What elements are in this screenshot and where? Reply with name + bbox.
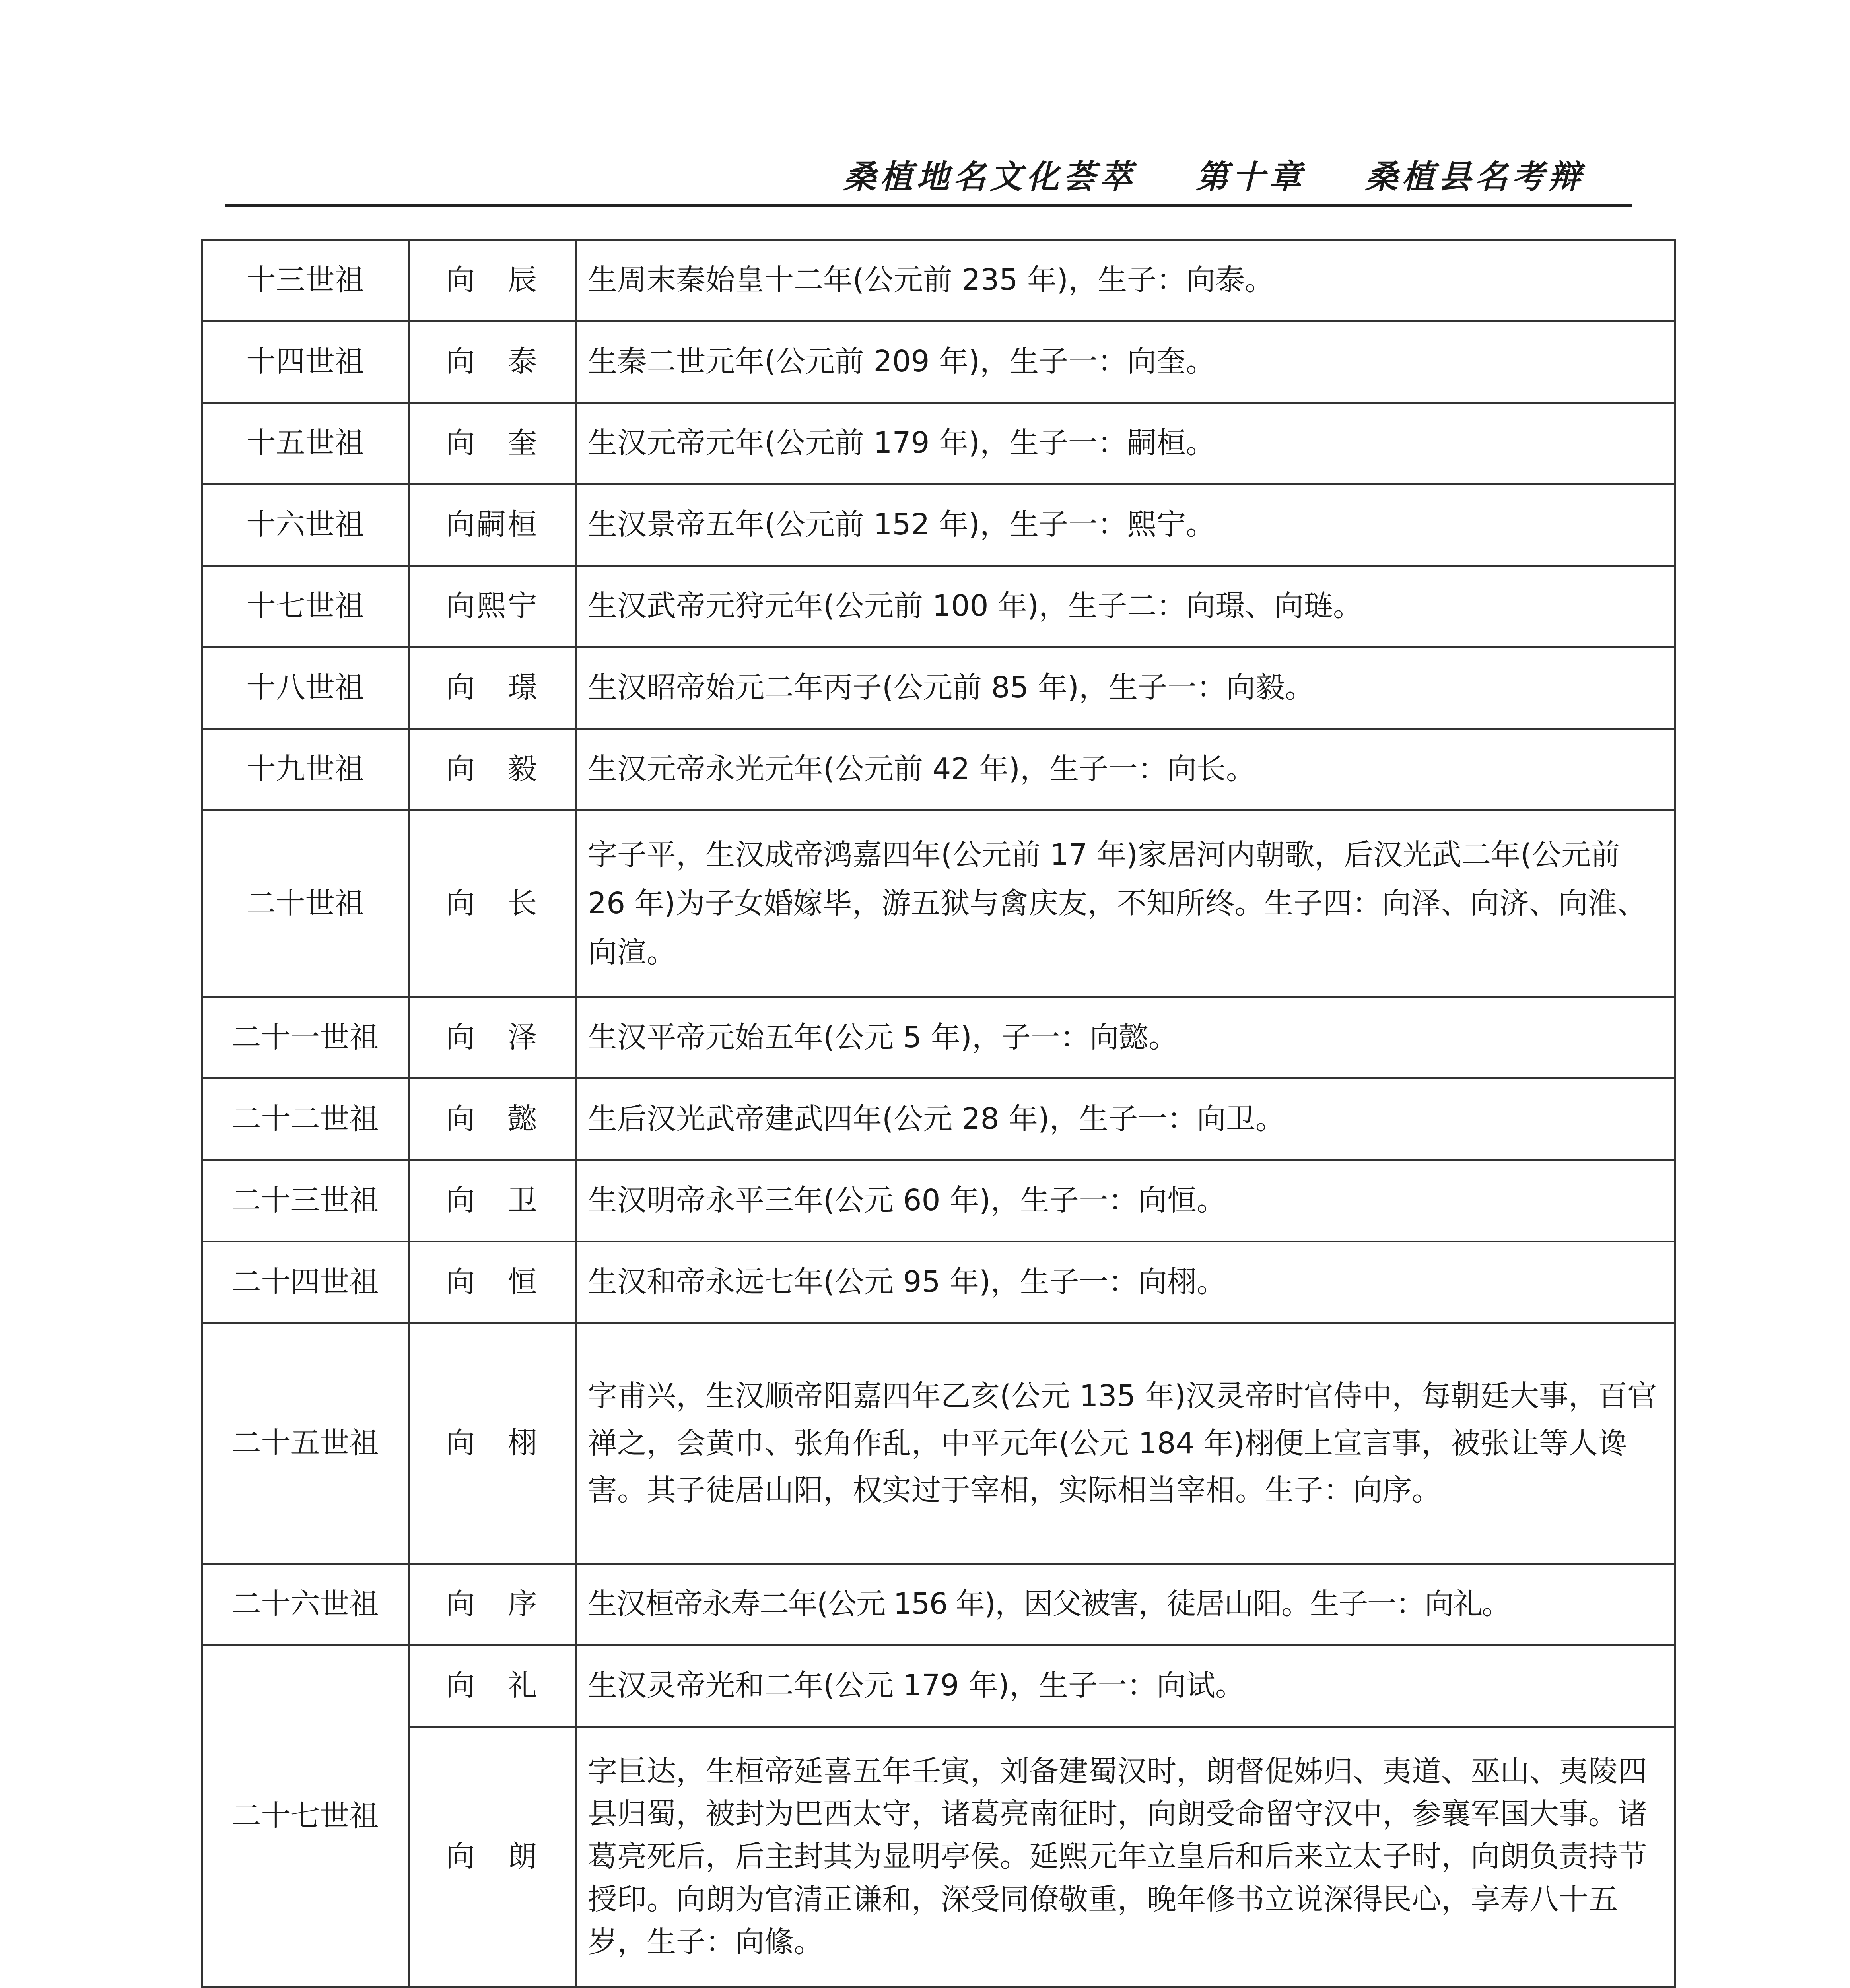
table-row <box>202 321 1675 403</box>
generation-cell: 十三世祖 <box>202 240 409 321</box>
generation-cell: 二十一世祖 <box>202 997 409 1079</box>
ancestor-description: 生汉元帝元年(公元前 179 年)，生子一：嗣桓。 <box>576 403 1675 484</box>
ancestor-name: 向 卫 <box>409 1160 576 1242</box>
generation-cell: 十七世祖 <box>202 566 409 647</box>
ancestor-description: 生汉武帝元狩元年(公元前 100 年)，生子二：向璟、向琏。 <box>576 566 1675 647</box>
ancestor-name: 向 恒 <box>409 1242 576 1323</box>
header-rule <box>225 204 1632 207</box>
genealogy-table <box>201 239 1676 1988</box>
table-row <box>202 1323 1675 1564</box>
table-row <box>202 1242 1675 1323</box>
ancestor-description: 生后汉光武帝建武四年(公元 28 年)，生子一：向卫。 <box>576 1079 1675 1160</box>
ancestor-name: 向 璟 <box>409 647 576 729</box>
generation-cell: 二十四世祖 <box>202 1242 409 1323</box>
generation-cell: 二十六世祖 <box>202 1564 409 1645</box>
generation-cell: 二十世祖 <box>202 810 409 997</box>
ancestor-description: 生秦二世元年(公元前 209 年)，生子一：向奎。 <box>576 321 1675 403</box>
ancestor-name: 向 序 <box>409 1564 576 1645</box>
ancestor-name: 向熙宁 <box>409 566 576 647</box>
ancestor-description: 生汉和帝永远七年(公元 95 年)，生子一：向栩。 <box>576 1242 1675 1323</box>
table-row <box>202 1727 1675 1987</box>
generation-cell: 十四世祖 <box>202 321 409 403</box>
table-row <box>202 240 1675 321</box>
generation-cell: 十九世祖 <box>202 729 409 810</box>
running-head <box>784 151 1585 198</box>
ancestor-name: 向 懿 <box>409 1079 576 1160</box>
ancestor-name: 向 辰 <box>409 240 576 321</box>
table-row <box>202 729 1675 810</box>
ancestor-name: 向 朗 <box>409 1727 576 1987</box>
ancestor-name: 向 礼 <box>409 1645 576 1727</box>
table-row <box>202 403 1675 484</box>
ancestor-name: 向 泰 <box>409 321 576 403</box>
book-title: 桑植地名文化荟萃 <box>843 158 1136 196</box>
table-row <box>202 1079 1675 1160</box>
ancestor-description: 生汉景帝五年(公元前 152 年)，生子一：熙宁。 <box>576 484 1675 566</box>
table-row <box>202 1645 1675 1727</box>
ancestor-description: 生汉昭帝始元二年丙子(公元前 85 年)，生子一：向毅。 <box>576 647 1675 729</box>
ancestor-name: 向 泽 <box>409 997 576 1079</box>
ancestor-description: 字巨达，生桓帝延喜五年壬寅，刘备建蜀汉时，朗督促姊归、夷道、巫山、夷陵四县归蜀，被封为巴西太守，诸葛亮南征时，向朗受命留守汉中，参襄军国大事。诸葛亮死后，后主封其为显明亭侯。延熙元年立皇后和后来立太子时，向朗负责持节授印。向朗为官清正谦和，深受同僚敬重，晚年修书立说深得民心，享寿八十五岁，生子：向絛。 <box>576 1727 1675 1987</box>
ancestor-description: 字甫兴，生汉顺帝阳嘉四年乙亥(公元 135 年)汉灵帝时官侍中，每朝廷大事，百官禅之，会黄巾、张角作乱，中平元年(公元 184 年)栩便上宣言事，被张让等人谗害。其子徒居山阳，权实过于宰相，实际相当宰相。生子：向序。 <box>576 1323 1675 1564</box>
ancestor-name: 向 长 <box>409 810 576 997</box>
generation-cell: 十六世祖 <box>202 484 409 566</box>
ancestor-description: 生周末秦始皇十二年(公元前 235 年)，生子：向泰。 <box>576 240 1675 321</box>
table-row <box>202 647 1675 729</box>
generation-cell: 二十二世祖 <box>202 1079 409 1160</box>
table-row <box>202 566 1675 647</box>
page-header <box>225 143 1632 207</box>
table-row <box>202 997 1675 1079</box>
ancestor-name: 向嗣桓 <box>409 484 576 566</box>
ancestor-name: 向 毅 <box>409 729 576 810</box>
ancestor-description: 生汉平帝元始五年(公元 5 年)，子一：向懿。 <box>576 997 1675 1079</box>
generation-cell: 二十七世祖 <box>202 1645 409 1987</box>
ancestor-description: 生汉元帝永光元年(公元前 42 年)，生子一：向长。 <box>576 729 1675 810</box>
chapter-title: 桑植县名考辩 <box>1365 158 1585 196</box>
generation-cell: 十八世祖 <box>202 647 409 729</box>
ancestor-name: 向 奎 <box>409 403 576 484</box>
ancestor-name: 向 栩 <box>409 1323 576 1564</box>
generation-cell: 二十五世祖 <box>202 1323 409 1564</box>
chapter-label: 第十章 <box>1196 158 1306 196</box>
table-row <box>202 810 1675 997</box>
ancestor-description: 生汉桓帝永寿二年(公元 156 年)，因父被害，徒居山阳。生子一：向礼。 <box>576 1564 1675 1645</box>
ancestor-description: 生汉灵帝光和二年(公元 179 年)，生子一：向试。 <box>576 1645 1675 1727</box>
ancestor-description: 字子平，生汉成帝鸿嘉四年(公元前 17 年)家居河内朝歌，后汉光武二年(公元前 26 年)为子女婚嫁毕，游五狱与禽庆友，不知所终。生子四：向泽、向济、向淮、向渲。 <box>576 810 1675 997</box>
generation-cell: 二十三世祖 <box>202 1160 409 1242</box>
generation-cell: 十五世祖 <box>202 403 409 484</box>
table-row <box>202 484 1675 566</box>
table-row <box>202 1564 1675 1645</box>
ancestor-description: 生汉明帝永平三年(公元 60 年)，生子一：向恒。 <box>576 1160 1675 1242</box>
table-row <box>202 1160 1675 1242</box>
